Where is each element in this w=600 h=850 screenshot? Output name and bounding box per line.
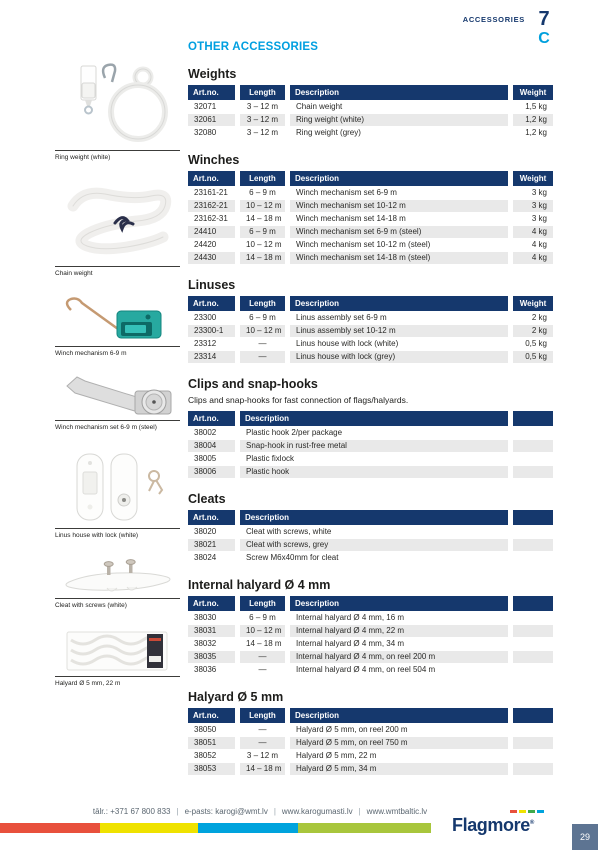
table-cell: 38031 <box>188 625 235 637</box>
table-cell: 2 kg <box>531 313 547 322</box>
table-cell: Internal halyard Ø 4 mm, on reel 200 m <box>290 651 508 663</box>
table-cell: 32061 <box>188 114 235 126</box>
table-row <box>188 612 555 624</box>
table-cell: 6 – 9 m <box>249 613 276 622</box>
column-header: Art.no. <box>188 296 235 311</box>
table-cell: 4 kg <box>513 226 553 238</box>
table-row <box>188 252 555 264</box>
column-header: Art.no. <box>188 510 235 525</box>
contact-separator: | <box>358 807 361 816</box>
table-cell: — <box>258 725 267 734</box>
table-cell: 3 kg <box>513 200 553 212</box>
table-cell: Linus house with lock (grey) <box>290 351 508 363</box>
linus-house-image <box>55 450 180 526</box>
weights-table <box>188 85 555 139</box>
table-row <box>188 526 555 538</box>
section-internal-halyard <box>188 578 555 676</box>
table-cell: 4 kg <box>531 240 547 249</box>
column-header <box>513 411 553 426</box>
table-cell: Winch mechanism set 6-9 m <box>296 188 397 197</box>
column-header: Length <box>240 708 285 723</box>
table-cell: Cleat with screws, grey <box>240 539 508 551</box>
cleats-table <box>188 510 555 564</box>
table-cell: Snap-hook in rust-free metal <box>240 440 508 452</box>
table-row <box>188 187 555 199</box>
table-cell: Internal halyard Ø 4 mm, 16 m <box>296 613 405 622</box>
product-caption: Halyard Ø 5 mm, 22 m <box>55 676 180 687</box>
table-cell: 38053 <box>188 763 235 775</box>
table-cell: Plastic hook <box>240 466 508 478</box>
ring-weight-image <box>55 62 180 148</box>
table-cell <box>513 526 553 538</box>
table-cell: Winch mechanism set 10-12 m <box>290 200 508 212</box>
table-cell: 0,5 kg <box>525 339 547 348</box>
table-cell: Halyard Ø 5 mm, 34 m <box>290 763 508 775</box>
table-cell: Linus assembly set 10-12 m <box>290 325 508 337</box>
column-header: Length <box>240 296 285 311</box>
contact-line <box>0 807 520 816</box>
table-cell: 1,2 kg <box>513 114 553 126</box>
table-cell: 38030 <box>194 613 217 622</box>
table-cell: Linus house with lock (white) <box>296 339 399 348</box>
table-cell: 38006 <box>188 466 235 478</box>
table-row <box>188 440 555 452</box>
table-cell: 3 – 12 m <box>240 114 285 126</box>
logo-text <box>452 814 564 835</box>
table-cell: 38004 <box>188 440 235 452</box>
column-header: Description <box>290 171 508 186</box>
column-header: Art.no. <box>188 411 235 426</box>
table-cell: Ring weight (grey) <box>296 128 361 137</box>
column-header: Weight <box>513 85 553 100</box>
table-cell: 14 – 18 m <box>240 763 285 775</box>
table-cell: 10 – 12 m <box>240 625 285 637</box>
table-row <box>188 539 555 551</box>
table-cell: 6 – 9 m <box>249 188 276 197</box>
table-cell: — <box>240 737 285 749</box>
column-header: Length <box>240 596 285 611</box>
column-header: Weight <box>513 171 553 186</box>
table-cell: 38032 <box>194 639 217 648</box>
table-cell: — <box>240 351 285 363</box>
section-title: Internal halyard Ø 4 mm <box>188 578 331 592</box>
product-photo-winch-steel <box>55 370 180 431</box>
logo-dash <box>528 810 535 813</box>
table-cell: 24420 <box>194 240 217 249</box>
section-winches <box>188 153 555 264</box>
column-header: Description <box>240 411 508 426</box>
section-weights <box>188 67 555 139</box>
table-cell: 38005 <box>194 454 217 463</box>
table-cell: 3 – 12 m <box>246 102 279 111</box>
logo-dashes-icon <box>510 810 564 813</box>
product-photo-winch-mechanism <box>55 294 180 357</box>
column-header: Description <box>290 296 508 311</box>
section-linuses <box>188 278 555 363</box>
table-cell <box>513 664 553 676</box>
table-cell <box>513 737 553 749</box>
table-cell: 14 – 18 m <box>246 214 282 223</box>
table-cell: Halyard Ø 5 mm, on reel 200 m <box>296 725 408 734</box>
chapter-number: 7 <box>538 8 550 30</box>
table-row <box>188 651 555 663</box>
table-row <box>188 638 555 650</box>
product-photo-linus-house <box>55 450 180 539</box>
column-header <box>513 596 553 611</box>
table-cell: 32071 <box>194 102 217 111</box>
table-cell <box>513 625 553 637</box>
product-caption: Cleat with screws (white) <box>55 598 180 609</box>
table-header-row <box>188 171 555 186</box>
section-label: ACCESSORIES <box>462 15 525 24</box>
table-cell: 38002 <box>194 428 217 437</box>
table-cell: 38051 <box>188 737 235 749</box>
table-cell: 23314 <box>188 351 235 363</box>
stripe-segment <box>100 823 198 833</box>
main-content <box>188 0 555 776</box>
table-cell: 23300 <box>194 313 217 322</box>
column-header <box>513 708 553 723</box>
table-row <box>188 664 555 676</box>
table-row <box>188 351 555 363</box>
logo-dash <box>519 810 526 813</box>
table-cell: Winch mechanism set 14-18 m <box>296 214 406 223</box>
product-photo-cleat <box>55 556 180 609</box>
table-row <box>188 427 555 439</box>
winch-mechanism-image <box>55 294 180 344</box>
table-cell: 38021 <box>188 539 235 551</box>
table-cell: 4 kg <box>513 252 553 264</box>
contact-item: tālr.: +371 67 800 833 <box>92 807 171 816</box>
table-header-row <box>188 411 555 426</box>
table-cell: Chain weight <box>296 102 343 111</box>
table-cell: — <box>258 339 267 348</box>
table-row <box>188 200 555 212</box>
section-clips <box>188 377 555 478</box>
table-cell: Halyard Ø 5 mm, 22 m <box>296 751 377 760</box>
table-row <box>188 724 555 736</box>
table-cell: 10 – 12 m <box>240 325 285 337</box>
linuses-table <box>188 296 555 363</box>
table-cell: Cleat with screws, white <box>246 527 332 536</box>
table-cell: Winch mechanism set 14-18 m (steel) <box>290 252 508 264</box>
product-caption: Chain weight <box>55 266 180 277</box>
flagmore-logo <box>452 810 564 835</box>
table-header-row <box>188 596 555 611</box>
table-cell: 1,5 kg <box>525 102 547 111</box>
contact-item[interactable]: www.karogumasti.lv <box>281 807 353 816</box>
contact-separator: | <box>176 807 179 816</box>
logo-dash <box>510 810 517 813</box>
column-header: Description <box>290 708 508 723</box>
contact-item[interactable]: www.wmtbaltic.lv <box>366 807 428 816</box>
table-cell: 14 – 18 m <box>246 639 282 648</box>
table-cell: 23300-1 <box>188 325 235 337</box>
table-row <box>188 466 555 478</box>
table-row <box>188 453 555 465</box>
table-cell: Winch mechanism set 6-9 m (steel) <box>290 226 508 238</box>
table-cell <box>513 724 553 736</box>
table-cell: 2 kg <box>513 325 553 337</box>
table-cell: 3 – 12 m <box>246 128 279 137</box>
product-caption: Winch mechanism set 6-9 m (steel) <box>55 420 180 431</box>
clips-table <box>188 411 555 478</box>
table-cell: 10 – 12 m <box>246 240 282 249</box>
chain-weight-image <box>55 178 180 264</box>
section-title: Halyard Ø 5 mm <box>188 690 284 704</box>
table-cell: Ring weight (white) <box>290 114 508 126</box>
table-cell: 23161-21 <box>194 188 228 197</box>
logo-wordmark: Flagmore <box>452 815 530 835</box>
section-title: Winches <box>188 153 240 167</box>
column-header: Description <box>290 85 508 100</box>
table-cell: 23312 <box>194 339 217 348</box>
section-halyard-5mm <box>188 690 555 775</box>
table-cell: 38024 <box>194 553 217 562</box>
section-title: Cleats <box>188 492 226 506</box>
table-cell: 23162-31 <box>194 214 228 223</box>
table-cell: Internal halyard Ø 4 mm, 34 m <box>296 639 405 648</box>
column-header: Art.no. <box>188 708 235 723</box>
section-title: Clips and snap-hooks <box>188 377 318 391</box>
table-cell: 1,2 kg <box>525 128 547 137</box>
registered-mark: ® <box>529 820 534 826</box>
table-cell <box>513 651 553 663</box>
stripe-segment <box>198 823 298 833</box>
section-cleats <box>188 492 555 564</box>
table-row <box>188 127 555 139</box>
table-row <box>188 763 555 775</box>
product-caption: Ring weight (white) <box>55 150 180 161</box>
footer-color-stripe <box>0 823 431 833</box>
table-header-row <box>188 85 555 100</box>
chapter-letter: C <box>538 30 550 47</box>
table-cell <box>513 763 553 775</box>
table-cell: 3 kg <box>531 214 547 223</box>
table-row <box>188 552 555 564</box>
column-header: Description <box>290 596 508 611</box>
stripe-segment <box>298 823 431 833</box>
table-cell: Halyard Ø 5 mm, on reel 750 m <box>290 737 508 749</box>
table-row <box>188 312 555 324</box>
table-cell: — <box>258 665 267 674</box>
table-cell: 38036 <box>194 665 217 674</box>
table-row <box>188 101 555 113</box>
table-cell: 38050 <box>194 725 217 734</box>
winch-steel-image <box>55 370 180 418</box>
table-cell: Linus assembly set 6-9 m <box>296 313 387 322</box>
table-cell: Internal halyard Ø 4 mm, on reel 504 m <box>296 665 436 674</box>
winches-table <box>188 171 555 264</box>
table-cell <box>513 638 553 650</box>
table-cell: Internal halyard Ø 4 mm, 22 m <box>290 625 508 637</box>
table-header-row <box>188 510 555 525</box>
table-row <box>188 750 555 762</box>
table-cell: Winch mechanism set 10-12 m (steel) <box>296 240 431 249</box>
table-cell: 38035 <box>188 651 235 663</box>
table-header-row <box>188 296 555 311</box>
table-cell: 3 – 12 m <box>246 751 279 760</box>
table-row <box>188 625 555 637</box>
table-cell: 0,5 kg <box>513 351 553 363</box>
product-photo-ring-weight <box>55 62 180 161</box>
column-header: Art.no. <box>188 171 235 186</box>
table-cell <box>513 466 553 478</box>
table-row <box>188 338 555 350</box>
table-cell: — <box>240 651 285 663</box>
contact-item[interactable]: e-pasts: karogi@wmt.lv <box>184 807 268 816</box>
table-cell <box>513 552 553 564</box>
table-cell: Plastic fixlock <box>246 454 295 463</box>
page-number: 29 <box>572 824 598 850</box>
table-cell <box>513 453 553 465</box>
table-row <box>188 239 555 251</box>
table-cell: Plastic hook 2/per package <box>246 428 343 437</box>
table-cell: 38020 <box>194 527 217 536</box>
column-header: Description <box>240 510 508 525</box>
table-cell <box>513 539 553 551</box>
table-cell <box>513 612 553 624</box>
table-cell: 24430 <box>188 252 235 264</box>
logo-dash <box>537 810 544 813</box>
table-cell: 32080 <box>194 128 217 137</box>
product-caption: Linus house with lock (white) <box>55 528 180 539</box>
table-cell: 6 – 9 m <box>240 226 285 238</box>
column-header: Length <box>240 171 285 186</box>
table-cell <box>513 427 553 439</box>
column-header: Art.no. <box>188 596 235 611</box>
column-header: Art.no. <box>188 85 235 100</box>
table-cell: 24410 <box>188 226 235 238</box>
column-header: Weight <box>513 296 553 311</box>
contact-separator: | <box>273 807 276 816</box>
table-cell: 14 – 18 m <box>240 252 285 264</box>
column-header: Length <box>240 85 285 100</box>
table-row <box>188 226 555 238</box>
table-cell <box>513 750 553 762</box>
halyard-pack-image <box>55 628 180 674</box>
product-photo-halyard-pack <box>55 628 180 687</box>
table-header-row <box>188 708 555 723</box>
table-row <box>188 114 555 126</box>
table-row <box>188 325 555 337</box>
table-row <box>188 213 555 225</box>
table-row <box>188 737 555 749</box>
product-caption: Winch mechanism 6-9 m <box>55 346 180 357</box>
stripe-segment <box>0 823 100 833</box>
internal-halyard-table <box>188 596 555 676</box>
product-photo-chain-weight <box>55 178 180 277</box>
cleat-image <box>55 556 180 596</box>
table-cell: 23162-21 <box>188 200 235 212</box>
table-cell: Screw M6x40mm for cleat <box>246 553 339 562</box>
page-title: OTHER ACCESSORIES <box>188 41 319 53</box>
table-cell: 6 – 9 m <box>249 313 276 322</box>
table-cell: 38052 <box>194 751 217 760</box>
column-header <box>513 510 553 525</box>
table-cell: 10 – 12 m <box>240 200 285 212</box>
halyard-5mm-table <box>188 708 555 775</box>
table-cell: 3 kg <box>531 188 547 197</box>
table-cell <box>513 440 553 452</box>
section-title: Linuses <box>188 278 236 292</box>
section-intro: Clips and snap-hooks for fast connection of flags/halyards. <box>188 395 409 405</box>
section-title: Weights <box>188 67 237 81</box>
